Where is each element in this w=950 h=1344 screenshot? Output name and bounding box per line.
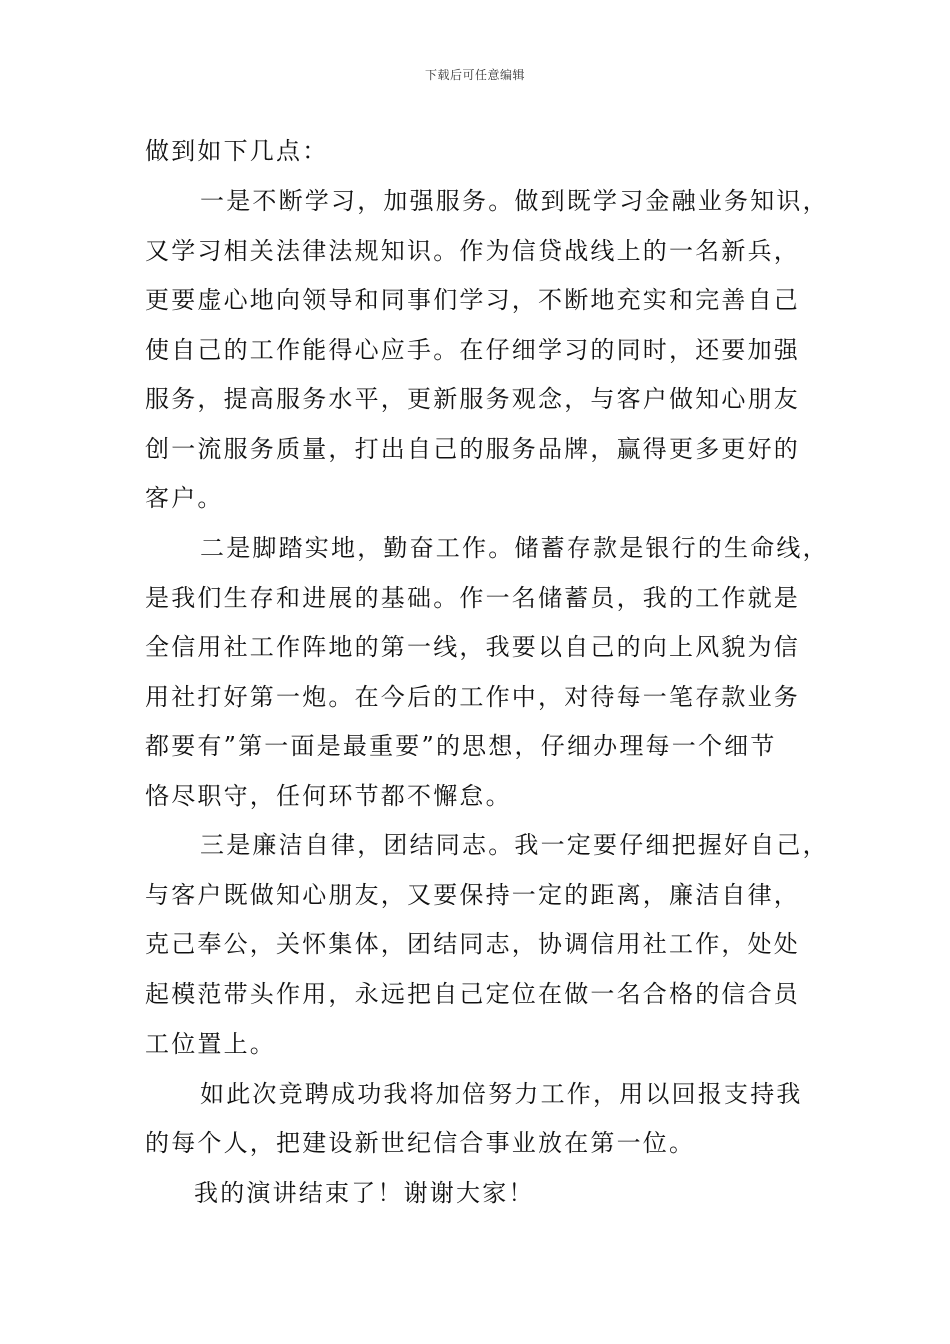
page-header: 下载后可任意编辑: [424, 68, 525, 82]
body-line: 创一流服务质量，打出自己的服务品牌，赢得更多更好的: [145, 435, 800, 463]
body-line: 用社打好第一炮。在今后的工作中，对待每一笔存款业务: [145, 683, 800, 711]
body-line: 我的演讲结束了！谢谢大家！: [194, 1179, 535, 1207]
body-line: 服务，提高服务水平，更新服务观念，与客户做知心朋友: [145, 385, 800, 413]
body-line: 更要虚心地向领导和同事们学习，不断地充实和完善自己: [145, 286, 800, 314]
body-line: 与客户既做知心朋友，又要保持一定的距离，廉洁自律，: [145, 881, 800, 909]
body-line: 都要有”第一面是最重要”的思想，仔细办理每一个细节: [145, 732, 777, 760]
body-line: 二是脚踏实地，勤奋工作。储蓄存款是银行的生命线，: [200, 534, 829, 562]
body-line: 恪尽职守，任何环节都不懈怠。: [145, 782, 512, 810]
body-line: 全信用社工作阵地的第一线，我要以自己的向上风貌为信: [145, 633, 800, 661]
body-line: 的每个人，把建设新世纪信合事业放在第一位。: [145, 1129, 696, 1157]
body-line: 工位置上。: [145, 1030, 276, 1058]
body-line: 客户。: [145, 484, 224, 512]
body-line: 克己奉公，关怀集体，团结同志，协调信用社工作，处处: [145, 930, 800, 958]
body-line: 如此次竞聘成功我将加倍努力工作，用以回报支持我: [200, 1080, 803, 1108]
body-line: 又学习相关法律法规知识。作为信贷战线上的一名新兵，: [145, 237, 800, 265]
body-line: 使自己的工作能得心应手。在仔细学习的同时，还要加强: [145, 336, 800, 364]
body-line: 是我们生存和进展的基础。作一名储蓄员，我的工作就是: [145, 584, 800, 612]
body-line: 三是廉洁自律，团结同志。我一定要仔细把握好自己，: [200, 831, 829, 859]
body-line: 一是不断学习，加强服务。做到既学习金融业务知识，: [200, 187, 829, 215]
body-line: 起模范带头作用，永远把自己定位在做一名合格的信合员: [145, 980, 800, 1008]
body-line: 做到如下几点：: [145, 137, 329, 165]
